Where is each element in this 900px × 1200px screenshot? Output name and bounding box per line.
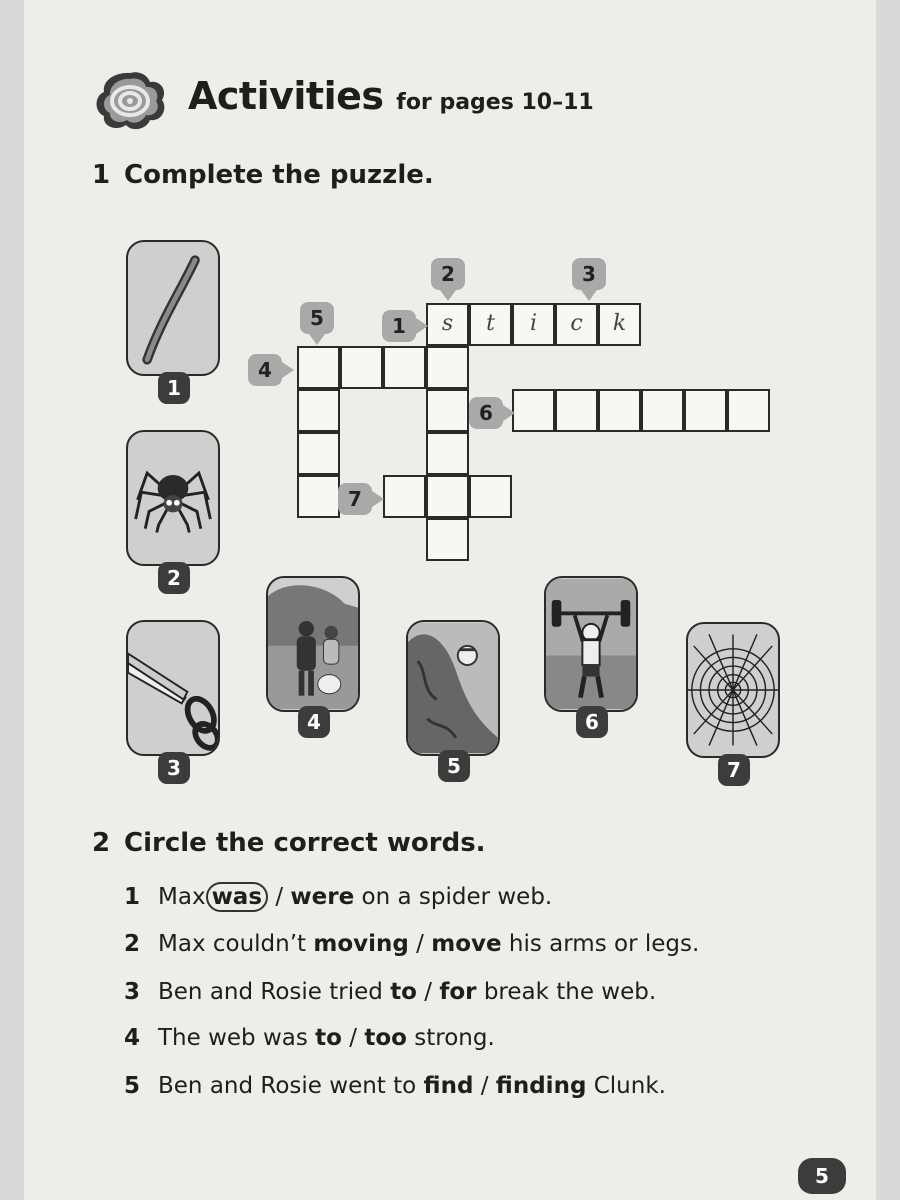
rock-climb-icon: [408, 622, 498, 754]
picture-card-spider: [126, 430, 220, 566]
picture-badge: 4: [298, 706, 330, 738]
clue-label-4: 4: [248, 354, 282, 386]
option[interactable]: were: [290, 884, 355, 910]
heading-title: Activities: [188, 74, 384, 118]
spider-icon: [128, 432, 218, 564]
exercise-2-title: [92, 828, 486, 858]
item-text: Ben and Rosie tried: [158, 979, 391, 1005]
picture-badge: 3: [158, 752, 190, 784]
option[interactable]: too: [364, 1025, 407, 1051]
picture-card-rock: [406, 620, 500, 756]
page-heading: [188, 74, 594, 118]
crossword-cell[interactable]: [469, 475, 512, 518]
item-number: 1: [124, 884, 141, 910]
exercise-number: 2: [92, 828, 111, 858]
crossword-cell[interactable]: [297, 389, 340, 432]
crossword-cell[interactable]: [684, 389, 727, 432]
option[interactable]: to: [315, 1025, 342, 1051]
picture-card-web: [686, 622, 780, 758]
crossword-cell[interactable]: [383, 346, 426, 389]
crossword-cell[interactable]: [426, 389, 469, 432]
stick-icon: [128, 242, 218, 374]
picture-badge: 7: [718, 754, 750, 786]
crossword-cell[interactable]: [340, 346, 383, 389]
item-text: strong.: [406, 1025, 495, 1051]
option-circled[interactable]: was: [206, 882, 268, 912]
picture-badge: 2: [158, 562, 190, 594]
exercise-item: [124, 979, 656, 1005]
item-number: 4: [124, 1025, 141, 1051]
item-text: The web was: [158, 1025, 316, 1051]
item-number: 2: [124, 931, 141, 957]
option[interactable]: find: [423, 1073, 474, 1099]
picture-card-stick: [126, 240, 220, 376]
item-text: on a spider web.: [354, 884, 553, 910]
picture-badge: 1: [158, 372, 190, 404]
exercise-item: [124, 884, 552, 910]
picture-card-weightlifter: [544, 576, 638, 712]
clue-label-2: 2: [431, 258, 465, 290]
option[interactable]: move: [431, 931, 502, 957]
option-separator: /: [341, 1025, 365, 1051]
crossword-cell[interactable]: [598, 389, 641, 432]
crossword-cell[interactable]: s: [426, 303, 469, 346]
crossword-cell[interactable]: [297, 346, 340, 389]
exercise-number: 1: [92, 160, 111, 190]
item-text: break the web.: [476, 979, 657, 1005]
exercise-instruction: Circle the correct words.: [124, 828, 486, 858]
crossword-cell[interactable]: c: [555, 303, 598, 346]
crossword-cell[interactable]: [426, 518, 469, 561]
crossword-cell[interactable]: [426, 432, 469, 475]
crossword-cell[interactable]: [297, 432, 340, 475]
option-separator: /: [268, 884, 291, 910]
spider-web-icon: [688, 624, 778, 756]
page-number: 5: [798, 1158, 846, 1194]
option-separator: /: [473, 1073, 496, 1099]
option[interactable]: finding: [495, 1073, 587, 1099]
picture-badge: 5: [438, 750, 470, 782]
clue-label-7: 7: [338, 483, 372, 515]
item-text: his arms or legs.: [501, 931, 700, 957]
heading-subtitle: for pages 10–11: [396, 90, 594, 115]
picture-card-people: [266, 576, 360, 712]
option[interactable]: to: [390, 979, 417, 1005]
crossword-cell[interactable]: [555, 389, 598, 432]
item-text: Max: [158, 884, 206, 910]
option-separator: /: [408, 931, 432, 957]
people-car-icon: [268, 578, 358, 710]
crossword-cell[interactable]: [512, 389, 555, 432]
item-number: 5: [124, 1073, 141, 1099]
crossword-cell[interactable]: t: [469, 303, 512, 346]
crossword-cell[interactable]: [383, 475, 426, 518]
item-number: 3: [124, 979, 141, 1005]
swirl-logo-icon: [92, 70, 168, 132]
clue-label-5: 5: [300, 302, 334, 334]
item-text: Max couldn’t: [158, 931, 314, 957]
option[interactable]: moving: [313, 931, 409, 957]
item-text: Clunk.: [586, 1073, 666, 1099]
exercise-item: [124, 1025, 495, 1051]
crossword-cell[interactable]: [426, 346, 469, 389]
exercise-instruction: Complete the puzzle.: [124, 160, 434, 190]
item-text: Ben and Rosie went to: [158, 1073, 424, 1099]
exercise-1-title: [92, 160, 434, 190]
exercise-item: [124, 1073, 666, 1099]
crossword-cell[interactable]: [641, 389, 684, 432]
crossword-cell[interactable]: [727, 389, 770, 432]
clue-label-1: 1: [382, 310, 416, 342]
crossword-cell[interactable]: [297, 475, 340, 518]
option[interactable]: for: [439, 979, 477, 1005]
clue-label-6: 6: [469, 397, 503, 429]
picture-badge: 6: [576, 706, 608, 738]
crossword-cell[interactable]: [426, 475, 469, 518]
option-separator: /: [416, 979, 440, 1005]
crossword-cell[interactable]: i: [512, 303, 555, 346]
clue-label-3: 3: [572, 258, 606, 290]
exercise-item: [124, 931, 699, 957]
crossword-cell[interactable]: k: [598, 303, 641, 346]
scissors-icon: [128, 622, 218, 754]
weightlifter-icon: [546, 578, 636, 710]
picture-card-scissors: [126, 620, 220, 756]
